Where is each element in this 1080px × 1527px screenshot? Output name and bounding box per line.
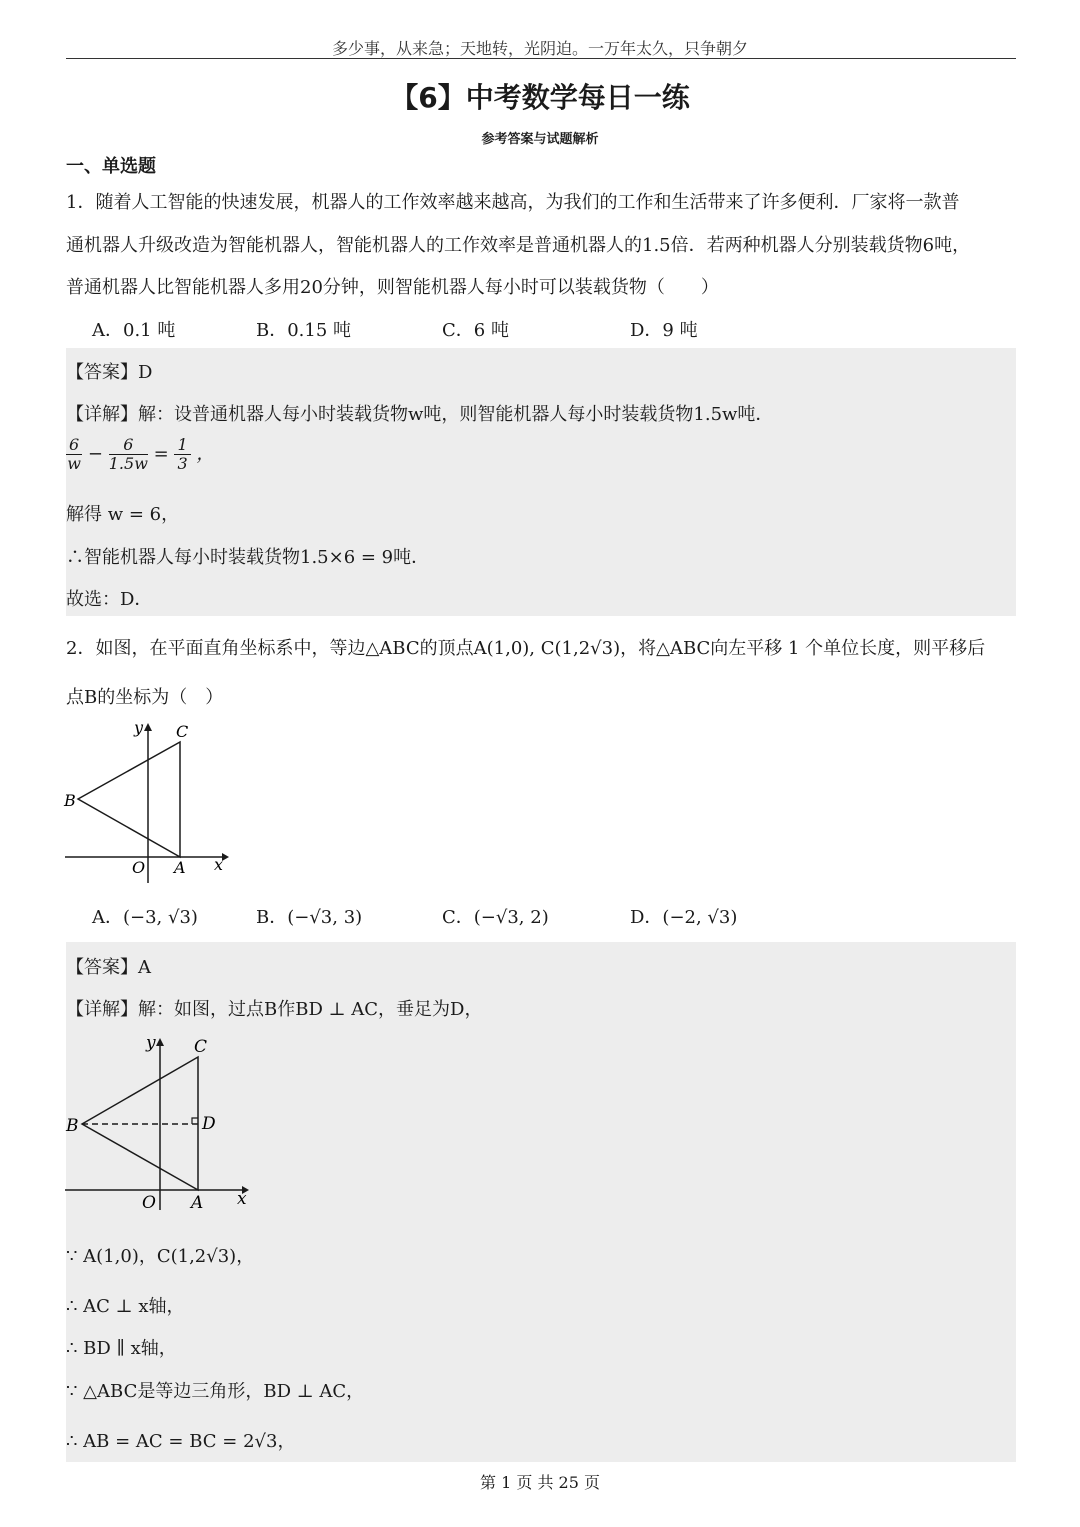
q2-option-a: A．(−3, √3) [92, 907, 198, 928]
q1-answer-box [66, 348, 1016, 616]
y-axis-arrow [144, 723, 152, 731]
fraction-1-over-3: $\frac{1}{3}$ [174, 436, 190, 473]
q1-detail: 【详解】解：设普通机器人每小时装载货物w吨，则智能机器人每小时装载货物1.5w吨． [66, 404, 774, 425]
label-o: O [132, 858, 146, 877]
x-axis-arrow [222, 853, 229, 861]
q2-step-5: ∴ AB = AC = BC = 2√3， [66, 1431, 296, 1452]
q2-option-d: D．(−2, √3) [630, 907, 738, 928]
label-d: D [202, 1114, 216, 1134]
label-a: A [174, 858, 186, 877]
q1-line-3: 普通机器人比智能机器人多用20分钟，则智能机器人每小时可以装载货物（ ） [66, 277, 719, 298]
q2-option-b: B．(−√3, 3) [256, 907, 363, 928]
q1-equation: $\frac{6}{w}$ − $\frac{6}{1.5w}$ = $\frac{1}{3}$ ， [67, 435, 215, 473]
label-x: x [214, 855, 224, 874]
header-rule [66, 58, 1016, 59]
fraction-6-over-1-5w: $\frac{6}{1.5w}$ [108, 435, 148, 473]
label-b: B [64, 791, 76, 810]
triangle-abc [82, 1057, 198, 1190]
section-heading: 一、单选题 [66, 156, 156, 177]
q1-option-a: A．0.1 吨 [92, 320, 176, 341]
q1-conclusion: ∴智能机器人每小时装载货物1.5×6 = 9吨． [66, 547, 430, 568]
label-a: A [191, 1193, 204, 1213]
q2-line-1: 2．如图，在平面直角坐标系中，等边△ABC的顶点A(1,0), C(1,2√3)，将△ABC向左平移 1 个单位长度，则平移后 [66, 638, 986, 659]
q2-step-1: ∵ A(1,0)，C(1,2√3)， [66, 1246, 255, 1267]
q1-line-2: 通机器人升级改造为智能机器人，智能机器人的工作效率是普通机器人的1.5倍．若两种机器人分别装载货物6吨， [66, 235, 971, 256]
q2-figure-1 [62, 715, 232, 890]
label-c: C [176, 722, 189, 741]
label-y: y [134, 718, 144, 737]
page-subtitle: 参考答案与试题解析 [481, 132, 599, 147]
q1-option-b: B．0.15 吨 [256, 320, 352, 341]
y-axis-arrow [156, 1038, 164, 1046]
page-title: 【6】中考数学每日一练 [390, 81, 690, 114]
triangle-abc [78, 742, 180, 857]
q2-step-2: ∴ AC ⊥ x轴， [66, 1296, 185, 1317]
label-o: O [142, 1193, 156, 1213]
q2-step-4: ∵ △ABC是等边三角形，BD ⊥ AC， [66, 1381, 365, 1402]
q2-step-3: ∴ BD ∥ x轴， [66, 1338, 177, 1359]
page-footer: 第 1 页 共 25 页 [480, 1473, 600, 1492]
q1-line-1: 1．随着人工智能的快速发展，机器人的工作效率越来越高，为我们的工作和生活带来了许多便利．厂家将一款普 [66, 192, 960, 213]
label-b: B [66, 1116, 79, 1136]
label-x: x [237, 1189, 247, 1209]
q1-option-d: D．9 吨 [630, 320, 698, 341]
label-y: y [146, 1033, 156, 1053]
right-angle-mark [192, 1118, 198, 1124]
q1-answer: 【答案】D [66, 362, 153, 383]
fraction-6-over-w: $\frac{6}{w}$ [67, 435, 81, 473]
q2-answer: 【答案】A [66, 957, 151, 978]
q2-line-2: 点B的坐标为（ ） [66, 687, 224, 708]
q2-option-c: C．(−√3, 2) [442, 907, 549, 928]
label-c: C [194, 1037, 208, 1057]
q1-choice: 故选：D． [66, 589, 153, 610]
q2-detail: 【详解】解：如图，过点B作BD ⊥ AC，垂足为D， [66, 999, 483, 1020]
header-motto: 多少事，从来急；天地转，光阴迫。一万年太久，只争朝夕 [331, 39, 748, 58]
q1-option-c: C．6 吨 [442, 320, 509, 341]
q2-figure-2 [62, 1030, 262, 1215]
q1-solve: 解得 w = 6， [66, 504, 180, 525]
